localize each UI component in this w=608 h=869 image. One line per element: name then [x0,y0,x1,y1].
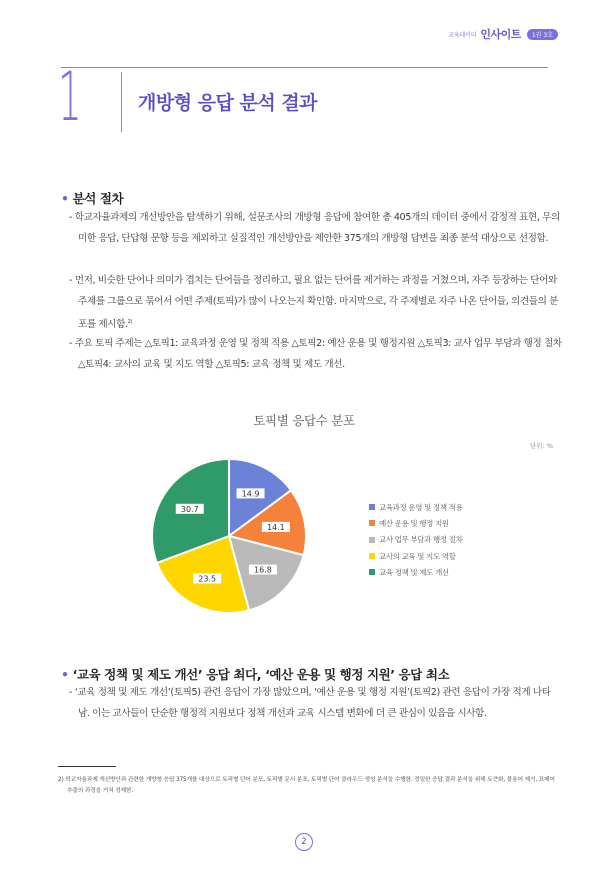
legend-swatch [369,553,375,559]
bullet-icon: • [61,191,69,206]
section-heading-result [61,665,449,683]
brand-small-label: 교육데이터 [448,31,477,39]
legend-label: 교육과정 운영 및 정책 적용 [379,502,463,512]
paragraph-3: - 주요 토픽 주제는 △토픽1: 교육과정 운영 및 정책 적용 △토픽2: 예산 운용 및 행정지원 △토픽3: 교사 업무 부담과 행정 절차 △토픽4: 교사의 교육 및 지도 역할 △토픽5: 교육 정책 및 제도 개선. [69,338,562,370]
brand-logo-text: 인사이트 [480,28,521,41]
data-label: 30.7 [180,504,199,514]
data-label: 16.8 [254,565,272,575]
legend-item [369,499,462,515]
legend-swatch [369,504,375,510]
legend-item [369,515,462,531]
section-heading-text: ‘교육 정책 및 제도 개선’ 응답 최다, ‘예산 운용 및 행정 지원’ 응답 최소 [72,667,450,682]
footnote-divider [58,766,116,767]
chapter-title: 개방형 응답 분석 결과 [138,92,318,114]
legend-swatch [369,520,375,526]
chart-unit: 단위: % [530,442,553,450]
paragraph-1: - 학교자율과제의 개선방안을 탐색하기 위해, 설문조사의 개방형 응답에 참여한 총 405개의 데이터 중에서 감정적 표현, 무의미한 응답, 단답형 문항 등을 제외하고 실질적인 개선방안을 제안한 375개의 개방형 답변을 최종 분석 대상으로 선정함. [69,212,560,244]
legend-label: 교사 업무 부담과 행정 절차 [379,535,463,545]
legend-label: 교육 정책 및 제도 개선 [379,567,449,577]
issue-badge: 1권 3호 [527,29,558,40]
bullet-icon: • [61,667,69,682]
paragraph-4: - ‘교육 정책 및 제도 개선’(토픽5) 관련 응답이 가장 많았으며, ‘예산 운용 및 행정 지원’(토픽2) 관련 응답이 가장 적게 나타남. 이는 교사들이 단순한 행정적 지원보다 정책 개선과 교육 시스템 변화에 더 큰 관심이 있음을 시사함. [69,687,551,719]
paragraph-2-text: - 먼저, 비슷한 단어나 의미가 겹치는 단어들을 정리하고, 필요 없는 단어를 제거하는 과정을 거쳤으며, 자주 등장하는 단어와 주제를 그룹으로 묶어서 어떤 주제(토픽)가 많이 나오는지 확인함. 마지막으로, 각 주제별로 자주 나온 단어들, 의견들의 분포를 제시함. [69,275,559,331]
section-heading-text: 분석 절차 [72,191,124,206]
legend-item [369,532,462,548]
chart-title: 토픽별 응답수 분포 [253,413,355,428]
footnote-ref[interactable]: 2) [127,319,132,325]
data-label: 23.5 [198,574,217,584]
legend-swatch [369,569,375,575]
legend-item [369,564,462,580]
footnote: 2) 학교자율과제 개선방안과 관련한 개방형 응답 375개를 대상으로 토픽별 단어 분포, 토픽별 문서 분포, 토픽별 단어 클라우드 생성 분석을 수행함. 정밀한 응답 결과 분석을 위해 토큰화, 불용어 제거, 표제어 추출의 과정을 거쳐 정제함. [58,777,555,794]
chart-legend [369,499,462,580]
legend-swatch [369,537,375,543]
data-label: 14.9 [241,489,260,499]
chapter-number: 1 [58,58,82,137]
data-label: 14.1 [266,522,285,532]
legend-item [369,548,462,564]
legend-label: 교사의 교육 및 지도 역할 [379,551,456,561]
legend-label: 예산 운용 및 행정 지원 [379,518,449,528]
page-number: 2 [295,833,313,851]
